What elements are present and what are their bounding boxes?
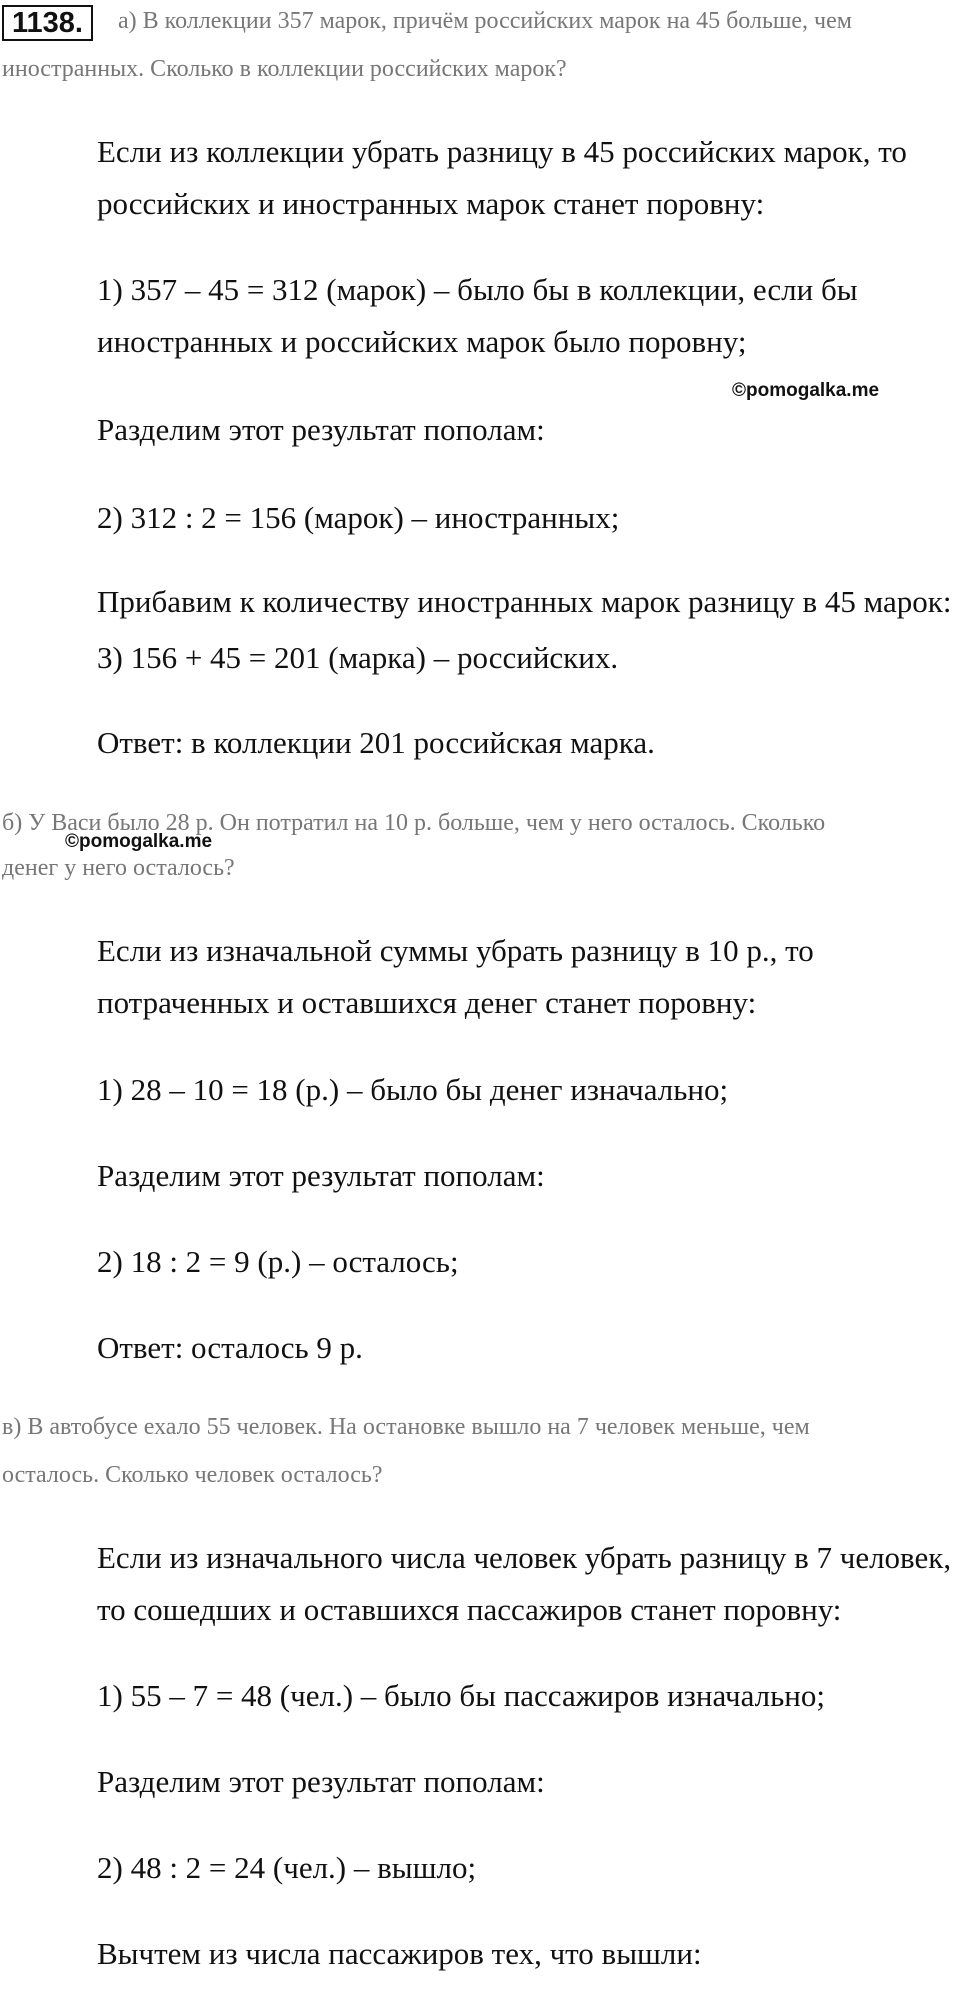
watermark: ©pomogalka.me — [65, 831, 213, 852]
part-a-step-3: 3) 156 + 45 = 201 (марка) – российских. — [97, 640, 619, 675]
part-b-task-line-2: денег у него осталось? — [2, 855, 235, 881]
part-a-task-line-1: а) В коллекции 357 марок, причём российских марок на 45 больше, чем — [118, 8, 852, 34]
part-c-solution-line-2: то сошедших и оставшихся пассажиров станет поровну: — [97, 1592, 842, 1627]
part-b-solution-line-2: потраченных и оставшихся денег станет поровну: — [97, 985, 757, 1020]
part-b-solution-line-1: Если из изначальной суммы убрать разницу в 10 р., то — [97, 933, 814, 968]
part-b-task-line-1: б) У Васи было 28 р. Он потратил на 10 р. больше, чем у него осталось. Сколько — [2, 810, 826, 836]
problem-number: 1138. — [2, 5, 93, 41]
part-a-task-line-2: иностранных. Сколько в коллекции российских марок? — [2, 56, 567, 82]
part-b-divide-text: Разделим этот результат пополам: — [97, 1158, 545, 1193]
part-a-step-2: 2) 312 : 2 = 156 (марок) – иностранных; — [97, 500, 620, 535]
part-b-step-2: 2) 18 : 2 = 9 (р.) – осталось; — [97, 1244, 459, 1279]
part-a-solution-line-1: Если из коллекции убрать разницу в 45 российских марок, то — [97, 134, 907, 169]
part-c-subtract-text: Вычтем из числа пассажиров тех, что вышли: — [97, 1936, 702, 1971]
part-c-task-line-1: в) В автобусе ехало 55 человек. На остановке вышло на 7 человек меньше, чем — [2, 1414, 810, 1440]
part-a-solution-line-2: российских и иностранных марок станет поровну: — [97, 186, 765, 221]
part-c-step-2: 2) 48 : 2 = 24 (чел.) – вышло; — [97, 1850, 477, 1885]
part-a-add-text: Прибавим к количеству иностранных марок разницу в 45 марок: — [97, 584, 952, 619]
part-a-divide-text: Разделим этот результат пополам: — [97, 412, 545, 447]
part-c-task-line-2: осталось. Сколько человек осталось? — [2, 1462, 383, 1488]
part-c-step-1: 1) 55 – 7 = 48 (чел.) – было бы пассажиров изначально; — [97, 1678, 825, 1713]
part-a-answer: Ответ: в коллекции 201 российская марка. — [97, 725, 655, 760]
part-a-step-1-line-1: 1) 357 – 45 = 312 (марок) – было бы в коллекции, если бы — [97, 272, 858, 307]
part-a-step-1-line-2: иностранных и российских марок было поровну; — [97, 324, 747, 359]
part-c-divide-text: Разделим этот результат пополам: — [97, 1764, 545, 1799]
part-b-step-1: 1) 28 – 10 = 18 (р.) – было бы денег изначально; — [97, 1072, 729, 1107]
part-b-answer: Ответ: осталось 9 р. — [97, 1330, 363, 1365]
watermark: ©pomogalka.me — [732, 380, 880, 401]
part-c-solution-line-1: Если из изначального числа человек убрать разницу в 7 человек, — [97, 1540, 952, 1575]
